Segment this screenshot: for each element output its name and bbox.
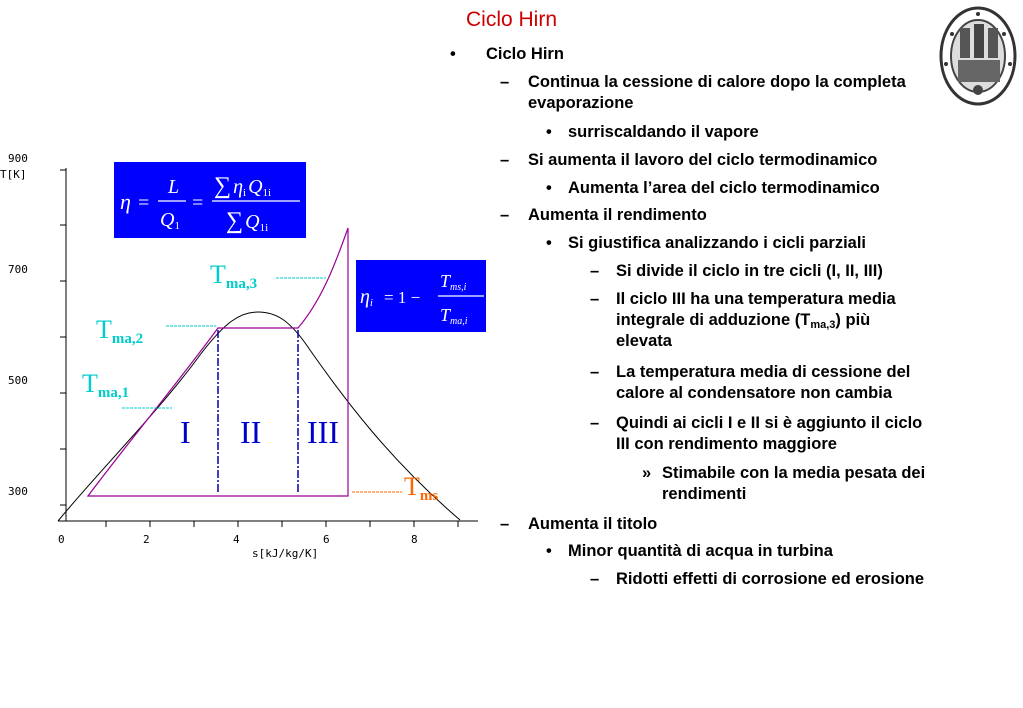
- tms-label: Tms: [404, 472, 439, 504]
- svg-text:L: L: [168, 176, 180, 198]
- university-seal-icon: [938, 4, 1018, 108]
- x-tick-label: 8: [411, 533, 418, 546]
- x-tick-label: 0: [58, 533, 65, 546]
- svg-text:Tma,i: Tma,i: [440, 305, 468, 327]
- efficiency-formula-box: [114, 162, 306, 238]
- svg-text:∑ηiQ1i: ∑ ηi Q1i: [214, 173, 272, 199]
- y-tick-marks: [60, 170, 66, 505]
- y-tick-label: 700: [8, 263, 28, 276]
- svg-text:=: =: [138, 192, 150, 214]
- y-axis-label: T[K]: [0, 168, 27, 181]
- region-label-1: I: [180, 414, 191, 450]
- svg-text:= 1 −: = 1 −: [384, 288, 421, 307]
- x-tick-label: 4: [233, 533, 240, 546]
- x-tick-label: 2: [143, 533, 150, 546]
- svg-text:=: =: [192, 192, 204, 214]
- region-label-2: II: [240, 414, 262, 450]
- tma1-label: Tma,1: [82, 369, 130, 401]
- tma2-label: Tma,2: [96, 315, 144, 347]
- x-axis-label: s[kJ/kg/K]: [252, 547, 319, 560]
- region-label-3: III: [307, 414, 339, 450]
- ts-diagram: [0, 140, 490, 570]
- svg-text:η: η: [120, 189, 131, 214]
- tma3-label: Tma,3: [210, 260, 258, 292]
- partial-efficiency-formula-box: [356, 260, 486, 332]
- x-tick-marks: [106, 521, 458, 527]
- svg-text:∑Q1i: ∑ Q1i: [226, 208, 269, 234]
- x-tick-label: 6: [323, 533, 330, 546]
- slide-title: Ciclo Hirn: [465, 8, 557, 31]
- svg-text:Tms,i: Tms,i: [440, 271, 467, 293]
- svg-text:Q1: Q1: [160, 209, 180, 232]
- y-tick-label: 900: [8, 152, 28, 165]
- y-tick-label: 500: [8, 374, 28, 387]
- svg-text:ηi: ηi: [360, 286, 373, 309]
- y-tick-label: 300: [8, 485, 28, 498]
